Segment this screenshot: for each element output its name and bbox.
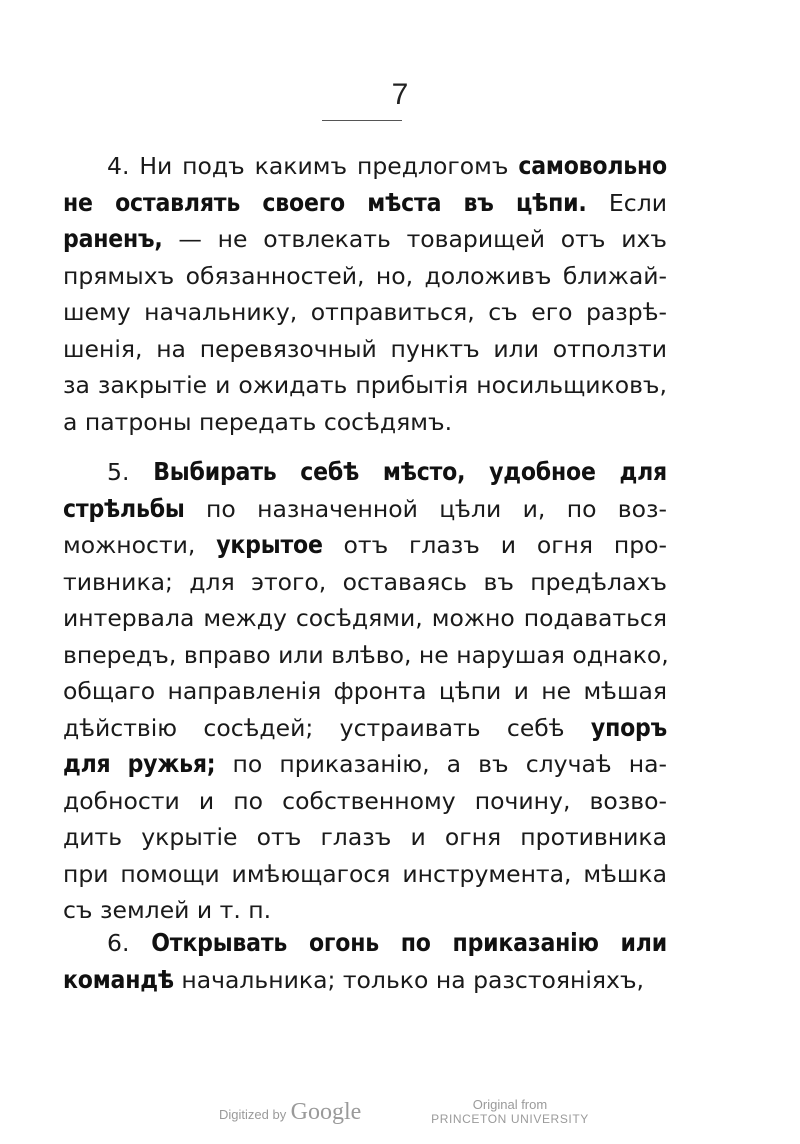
text-line (63, 892, 667, 929)
text-run: дить укрытіе отъ глазъ и огня противника (63, 823, 667, 851)
digitized-by-watermark (219, 1099, 361, 1126)
text-line (63, 783, 667, 820)
text-line (63, 491, 667, 528)
text-line (63, 221, 667, 258)
text-run: а патроны передать сосѣдямъ. (63, 407, 453, 436)
text-line (63, 962, 667, 999)
text-run: по назначенной цѣли и, по воз- (184, 494, 667, 523)
text-line (63, 367, 667, 404)
text-line (63, 404, 667, 441)
text-run: отъ глазъ и огня про- (322, 531, 668, 559)
google-logo-text: Google (290, 1099, 362, 1125)
text-run: шенія, на перевязочный пунктъ или отползти (63, 334, 667, 363)
text-run: дѣйствію сосѣдей; устраивать себѣ (63, 713, 591, 742)
text-line (63, 148, 667, 185)
text-line (63, 856, 667, 893)
paragraph-6 (63, 925, 667, 998)
text-line (63, 258, 667, 295)
text-line (63, 185, 667, 222)
text-run: — не отвлекать товарищей отъ ихъ (162, 225, 667, 253)
text-run: при помощи имѣющагося инструмента, мѣшка (63, 859, 667, 888)
text-run: шему начальнику, отправиться, съ его разрѣ- (63, 298, 667, 326)
text-line (63, 925, 667, 962)
digitized-by-label: Digitized by (219, 1107, 287, 1122)
text-run: 6. (107, 929, 152, 957)
bold-text: упоръ (590, 712, 667, 742)
text-run: впередъ, вправо или влѣво, не нарушая однако, (63, 640, 669, 669)
text-run: 4. Ни подъ какимъ предлогомъ (107, 152, 519, 180)
source-watermark (430, 1098, 590, 1126)
text-run: прямыхъ обязанностей, но, доложивъ ближай- (63, 261, 667, 290)
text-line (63, 746, 667, 783)
bold-text: стрѣльбы (63, 493, 185, 523)
bold-text: самовольно (518, 151, 667, 180)
header-rule (322, 120, 402, 121)
text-line (63, 637, 667, 674)
paragraph-4 (63, 148, 667, 440)
text-run: съ землей и т. п. (63, 896, 272, 924)
text-run: по приказанію, а въ случаѣ на- (215, 750, 667, 778)
original-from-label: Original from (472, 1097, 548, 1112)
text-line (63, 710, 667, 747)
bold-text: укрытое (216, 530, 323, 559)
text-line (63, 600, 667, 637)
text-run: начальника; только на разстояніяхъ, (173, 965, 645, 994)
text-line (63, 331, 667, 368)
page-number: 7 (391, 78, 409, 111)
text-run: 5. (107, 458, 154, 486)
text-line (63, 454, 667, 491)
bold-text: Открывать огонь по приказанію или (151, 928, 667, 957)
bold-text: Выбирать себѣ мѣсто, удобное для (153, 457, 667, 486)
text-run: тивника; для этого, оставаясь въ предѣлахъ (63, 567, 667, 596)
text-line (63, 527, 667, 564)
university-label: PRINCETON UNIVERSITY (431, 1112, 589, 1126)
text-line (63, 673, 667, 710)
text-line (63, 564, 667, 601)
text-run: интервала между сосѣдями, можно подаваться (63, 604, 667, 632)
paragraph-5 (63, 454, 667, 929)
text-run: добности и по собственному почину, возво- (63, 786, 667, 815)
text-run: можности, (63, 531, 217, 559)
bold-text: не оставлять своего мѣста въ цѣпи. (63, 187, 587, 217)
bold-text: командѣ (63, 964, 174, 994)
text-line (63, 819, 667, 856)
text-run: за закрытіе и ожидать прибытія носильщиковъ, (63, 371, 667, 399)
bold-text: для ружья; (63, 749, 216, 778)
bold-text: раненъ, (63, 224, 163, 253)
text-run: общаго направленія фронта цѣпи и не мѣшая (63, 677, 667, 705)
text-run: Если (586, 188, 667, 217)
text-line (63, 294, 667, 331)
